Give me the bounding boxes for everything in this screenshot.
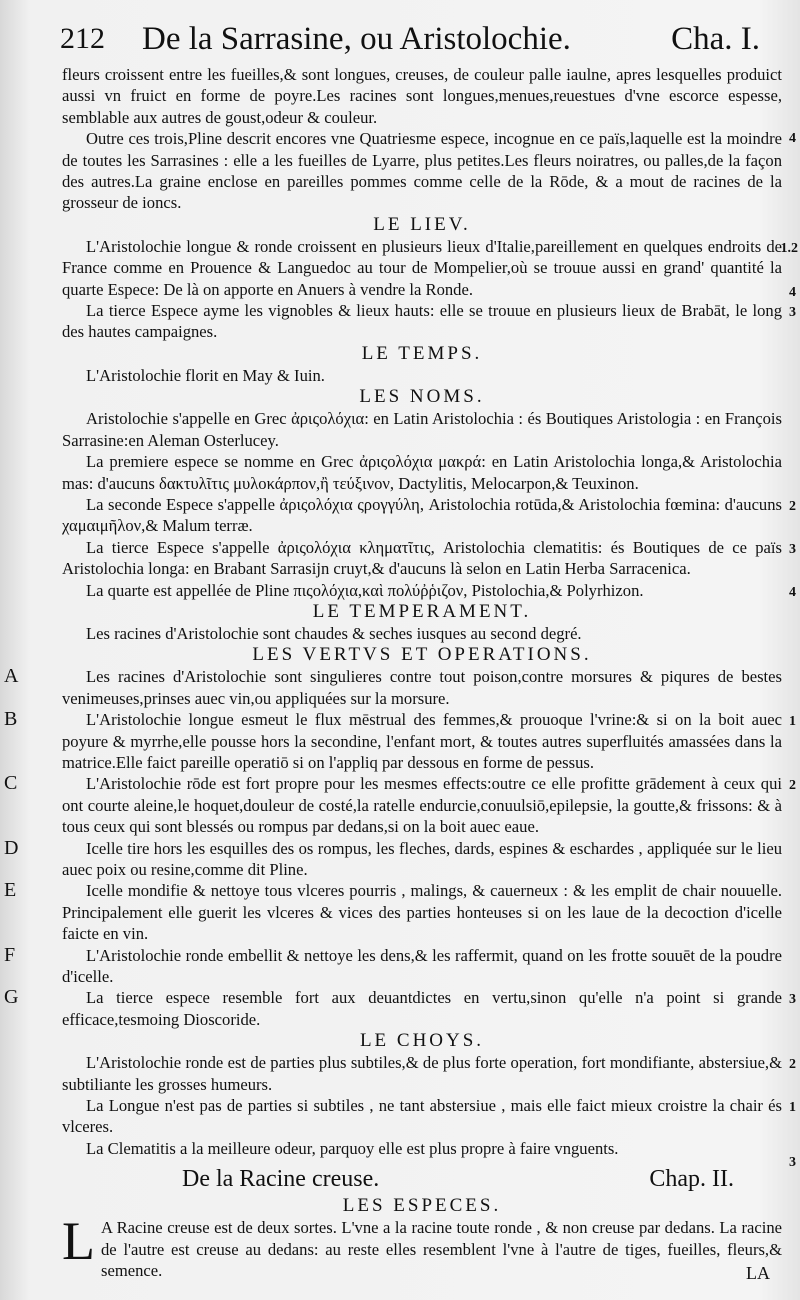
margin-number: 4	[789, 584, 796, 600]
vertu-item	[4, 943, 782, 988]
choys-paragraph-2: La Longue n'est pas de parties si subtiles , ne tant abstersiue , mais elle faict mieux croistre la chair és vlceres.	[62, 1096, 782, 1137]
chapter-2-title: De la Racine creuse.	[182, 1166, 380, 1193]
section-letter-marker: A	[4, 665, 19, 688]
section-heading-temperament: LE TEMPERAMENT.	[312, 600, 532, 622]
section-heading-especes: LES ESPECES.	[342, 1195, 502, 1217]
margin-number: 1	[789, 714, 796, 730]
margin-number: 4	[789, 284, 796, 300]
section-letter-marker: E	[4, 879, 17, 902]
temps-paragraph: L'Aristolochie florit en May & Iuin.	[86, 365, 325, 385]
running-title: De la Sarrasine, ou Aristolochie.	[142, 21, 571, 57]
intro-paragraph-2: Outre ces trois,Pline descrit encores vne Quatriesme espece, incognue en ce païs,laquelle est la moindre de toutes les Sarrasines : elle a les fueilles de Lyarre, plus petites.Les fleurs noiratres, ou palles,de la façon des autres.La graine enclose en pareilles pommes comme celle de la Rōde, & a mout de racines de la grosseur de ioncs.	[62, 129, 782, 213]
vertu-paragraph: L'Aristolochie longue esmeut le flux mēstrual des femmes,& prouoque l'vrine:& si on la boit auec poyure & myrrhe,elle pousse hors la secondine, l'enfant mort, & toutes autres superfluités amassées dans la matrice.Elle faict pareille operatiō si on l'appliq par dessous en forme de pessus.	[62, 710, 782, 772]
vertu-paragraph: La tierce espece resemble fort aux deuantdictes en vertu,sinon qu'elle n'a point si grande efficace,tesmoing Dioscoride.	[62, 988, 782, 1029]
section-letter-marker: F	[4, 943, 16, 966]
margin-number: 2	[789, 1057, 796, 1073]
especes-text: A Racine creuse est de deux sortes. L'vne a la racine toute ronde , & non creuse par dedans. La racine de l'autre est creuse au dedans: au reste elles resemblent l'vne à l'autre de tiges, fueilles, fleurs,& semence.	[101, 1218, 782, 1281]
section-heading-vertus: LES VERTVS ET OPERATIONS.	[252, 644, 592, 666]
choys-paragraph-1: L'Aristolochie ronde est de parties plus subtiles,& de plus forte operation, fort mondifiante, abstersiue,& subtiliante les grosses humeurs.	[62, 1053, 782, 1094]
section-letter-marker: B	[4, 708, 18, 731]
vertu-paragraph: Icelle tire hors les esquilles des os rompus, les fleches, dards, espines & eschardes , appliquée sur le lieu auec poix ou resine,comme dit Pline.	[62, 838, 782, 879]
vertu-item	[4, 708, 796, 773]
page-number: 212	[60, 22, 105, 55]
section-heading-noms: LES NOMS.	[359, 386, 485, 408]
margin-number: 3	[789, 1154, 796, 1170]
vertus-list	[4, 665, 796, 1030]
temperament-paragraph: Les racines d'Aristolochie sont chaudes & seches iusques au second degré.	[86, 623, 582, 643]
noms-paragraph-4: La tierce Espece s'appelle ἀριςολόχια κληματῖτις, Aristolochia clematitis: és Boutiques de ce païs Aristolochia longa: en Brabant Sarrasijn cruyt,& d'aucuns là selon en Latin Herba Sarracenica.	[62, 537, 782, 579]
vertu-item	[4, 879, 782, 944]
noms-paragraph-5: La quarte est appellée de Pline πιςολόχια,καὶ πολύῤῥιζον, Pistolochia,& Polyrhizon.	[86, 580, 644, 600]
vertu-item	[4, 665, 782, 709]
drop-cap: L	[62, 1211, 95, 1272]
especes-paragraph	[62, 1211, 782, 1281]
chapter-label: Cha. I.	[671, 21, 760, 57]
section-heading-lieu: LE LIEV.	[373, 213, 471, 235]
margin-number: 1.2	[780, 240, 798, 256]
intro-paragraph-1: fleurs croissent entre les fueilles,& sont longues, creuses, de couleur palle iaulne, apres lesquelles produict aussi vn fruict en forme de poyre.Les racines sont longues,menues,reuestues d'vne escorce espesse, semblable aux autres de goust,odeur & couleur.	[62, 65, 782, 127]
body-text	[4, 64, 798, 1282]
section-heading-temps: LE TEMPS.	[361, 342, 483, 364]
vertu-paragraph: Les racines d'Aristolochie sont singulieres contre tout poison,contre morsures & piqures de bestes venimeuses,prinses auec vin,ou appliquées sur la morsure.	[62, 667, 782, 708]
chapter-2-number: Chap. II.	[649, 1166, 734, 1193]
vertu-paragraph: L'Aristolochie rōde est fort propre pour les mesmes effects:outre ce elle profitte grādement à ceux qui ont courte aleine,le hoquet,douleur de costé,la ratelle endurcie,conuulsiō,epilepsie, la goutte,& frissons: & à tous ceux qui sont blessés ou rompus par dedans,si on la boit auec eaue.	[62, 774, 782, 837]
lieu-paragraph-1: L'Aristolochie longue & ronde croissent en plusieurs lieux d'Italie,pareillement en quelques endroits de France comme en Prouence & Languedoc au tour de Mompelier,où se trouue aussi en grand' quantité la quarte Espece: De là on apporte en Anuers à vendre la Ronde.	[62, 236, 782, 299]
noms-paragraph-1: Aristolochie s'appelle en Grec ἀριςολόχια: en Latin Aristolochia : és Boutiques Aristologia : en François Sarrasine:en Aleman Osterlucey.	[62, 409, 782, 450]
lieu-paragraph-2: La tierce Espece ayme les vignobles & lieux hauts: elle se trouue en plusieurs lieux de Brabāt, le long des hautes campaignes.	[62, 301, 782, 342]
running-head	[62, 14, 782, 64]
vertu-paragraph: L'Aristolochie ronde embellit & nettoye les dens,& les raffermit, quand on les frotte souuēt de la poudre d'icelle.	[62, 945, 782, 987]
vertu-item	[4, 772, 796, 837]
vertu-item	[4, 836, 782, 881]
chapter-2-heading	[62, 1163, 782, 1195]
margin-number: 4	[789, 131, 796, 147]
margin-number: 2	[789, 778, 796, 794]
margin-number: 3	[789, 992, 796, 1008]
noms-paragraph-2: La premiere espece se nomme en Grec ἀριςολόχια μακρά: en Latin Aristolochia longa,& Aristolochia mas: d'aucuns δακτυλῖτις μυλοκάρπον,ἢ τεύξινον, Dactylitis, Melocarpon,& Teuxinon.	[62, 452, 782, 493]
margin-number: 3	[789, 541, 796, 557]
vertu-item	[4, 986, 796, 1030]
catchword: LA	[746, 1263, 770, 1283]
section-heading-choys: LE CHOYS.	[359, 1030, 485, 1052]
noms-paragraph-3: La seconde Espece s'appelle ἀριςολόχια ςρογγύλη, Aristolochia rotūda,& Aristolochia fœmina: d'aucuns χαμαιμῆλον,& Malum terræ.	[62, 494, 782, 536]
choys-paragraph-3: La Clematitis a la meilleure odeur, parquoy elle est plus propre à faire vnguents.	[86, 1138, 619, 1158]
margin-number: 2	[789, 498, 796, 514]
section-letter-marker: D	[4, 836, 19, 859]
margin-number: 1	[789, 1100, 796, 1116]
vertu-paragraph: Icelle mondifie & nettoye tous vlceres pourris , malings, & cauerneux : & les emplit de chair nouuelle. Principalement elle guerit les vlceres & vices des parties honteuses si on les laue de la decoction d'icelle faicte en vin.	[62, 881, 782, 944]
section-letter-marker: G	[4, 986, 19, 1009]
margin-number: 3	[789, 305, 796, 321]
section-letter-marker: C	[4, 772, 18, 795]
